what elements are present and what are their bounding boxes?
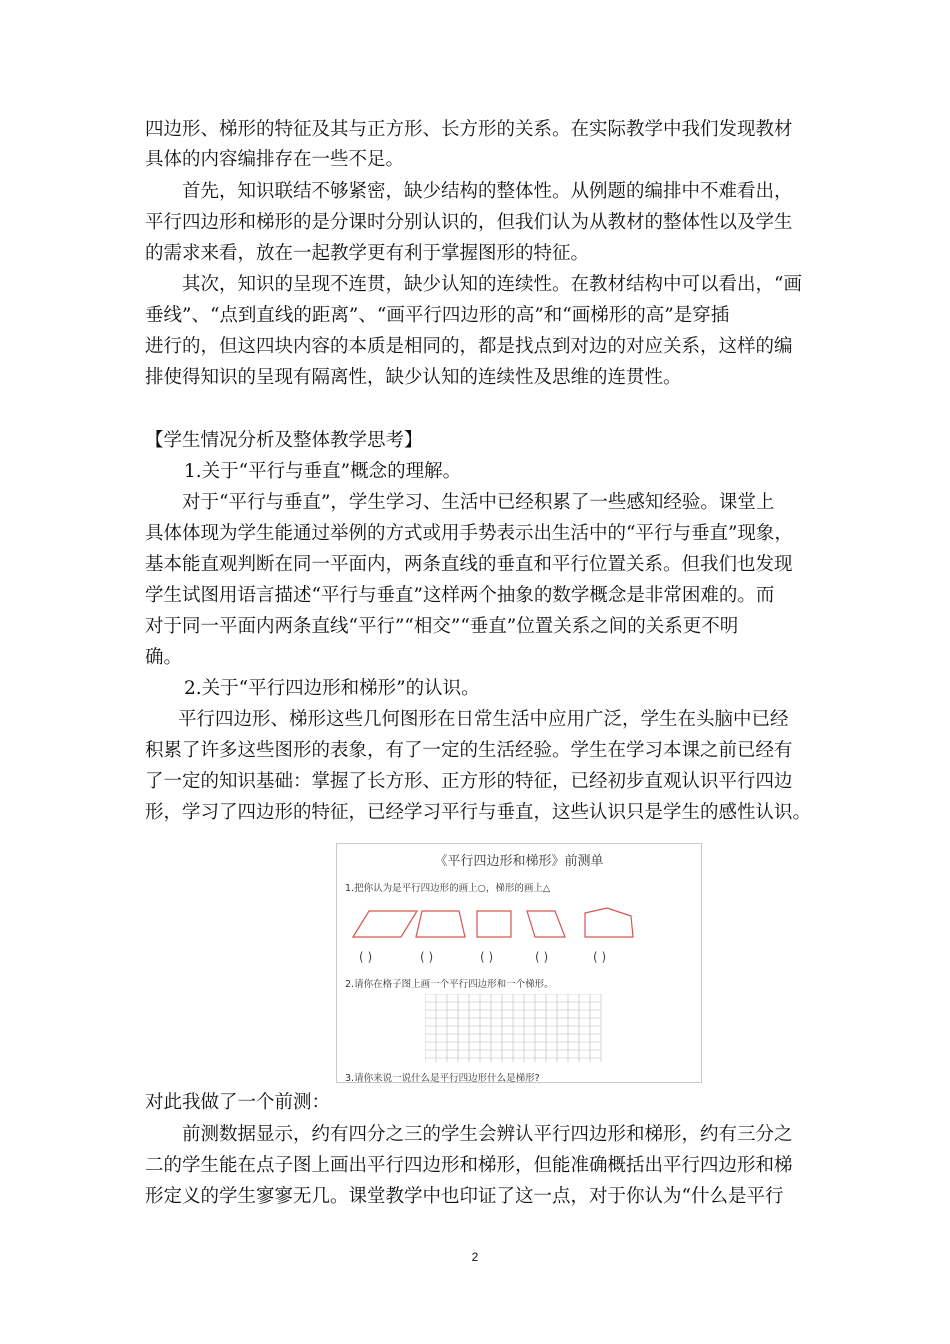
paragraph-line: 平行四边形、梯形这些几何图形在日常生活中应用广泛，学生在头脑中已经 (178, 709, 789, 730)
paragraph-line: 排使得知识的呈现有隔离性，缺少认知的连续性及思维的连贯性。 (145, 367, 682, 388)
answer-blank: ( ) (480, 950, 494, 964)
paragraph-line: 其次，知识的呈现不连贯，缺少认知的连续性。在教材结构中可以看出，“画 (182, 274, 802, 295)
paragraph-line: 基本能直观判断在同一平面内，两条直线的垂直和平行位置关系。但我们也发现 (145, 554, 793, 575)
paragraph-line: 前测数据显示，约有四分之三的学生会辨认平行四边形和梯形，约有三分之 (182, 1124, 793, 1145)
page-number: 2 (471, 1250, 479, 1264)
subheading: 2.关于“平行四边形和梯形”的认识。 (184, 678, 480, 699)
paragraph-line: 垂线”、“点到直线的距离”、“画平行四边形的高”和“画梯形的高”是穿插 (145, 305, 730, 326)
quadrilateral-shapes (337, 904, 703, 944)
worksheet-title: 《平行四边形和梯形》前测单 (434, 854, 604, 869)
pretest-worksheet-image (336, 843, 702, 1083)
shape-trapezoid (416, 911, 465, 937)
paragraph-line: 形定义的学生寥寥无几。课堂教学中也印证了这一点，对于你认为“什么是平行 (145, 1186, 784, 1207)
paragraph-line: 积累了许多这些图形的表象，有了一定的生活经验。学生在学习本课之前已经有 (145, 740, 793, 761)
paragraph-line: 对于同一平面内两条直线“平行”“相交”“垂直”位置关系之间的关系更不明 (145, 616, 739, 637)
paragraph-line: 的需求来看，放在一起教学更有利于掌握图形的特征。 (145, 243, 590, 264)
shape-quadrilateral (527, 911, 565, 937)
section-heading: 【学生情况分析及整体教学思考】 (145, 430, 423, 451)
paragraph-line: 首先，知识联结不够紧密，缺少结构的整体性。从例题的编排中不难看出， (182, 181, 793, 202)
paragraph-line: 平行四边形和梯形的是分课时分别认识的，但我们认为从教材的整体性以及学生 (145, 212, 793, 233)
paragraph-line: 形，学习了四边形的特征，已经学习平行与垂直，这些认识只是学生的感性认识。 (145, 802, 812, 823)
shape-irregular-quadrilateral (585, 908, 633, 937)
paragraph-line: 对于“平行与垂直”，学生学习、生活中已经积累了一些感知经验。课堂上 (182, 492, 775, 513)
paragraph-line: 进行的，但这四块内容的本质是相同的，都是找点到对边的对应关系，这样的编 (145, 336, 793, 357)
worksheet-question-3: 3.请你来说一说什么是平行四边形什么是梯形? (345, 1073, 540, 1084)
paragraph-line: 二的学生能在点子图上画出平行四边形和梯形，但能准确概括出平行四边形和梯 (145, 1155, 793, 1176)
shape-rectangle (477, 911, 511, 937)
answer-blank: ( ) (359, 950, 373, 964)
paragraph-line: 四边形、梯形的特征及其与正方形、长方形的关系。在实际教学中我们发现教材 (145, 119, 793, 140)
answer-blank: ( ) (593, 950, 607, 964)
subheading: 1.关于“平行与垂直”概念的理解。 (184, 461, 462, 482)
paragraph-line: 对此我做了一个前测： (145, 1092, 331, 1113)
paragraph-line: 学生试图用语言描述“平行与垂直”这样两个抽象的数学概念是非常困难的。而 (145, 585, 775, 606)
answer-blank: ( ) (420, 950, 434, 964)
grid-paper (425, 994, 603, 1064)
answer-blank: ( ) (535, 950, 549, 964)
worksheet-question-1: 1.把你认为是平行四边形的画上○，梯形的画上△ (345, 883, 551, 894)
paragraph-line: 了一定的知识基础：掌握了长方形、正方形的特征，已经初步直观认识平行四边 (145, 771, 793, 792)
paragraph-line: 确。 (145, 647, 183, 668)
worksheet-question-2: 2.请你在格子图上画一个平行四边形和一个梯形。 (345, 979, 554, 990)
paragraph-line: 具体的内容编排存在一些不足。 (145, 149, 405, 170)
shape-parallelogram (353, 911, 417, 937)
paragraph-line: 具体体现为学生能通过举例的方式或用手势表示出生活中的“平行与垂直”现象， (145, 523, 793, 544)
